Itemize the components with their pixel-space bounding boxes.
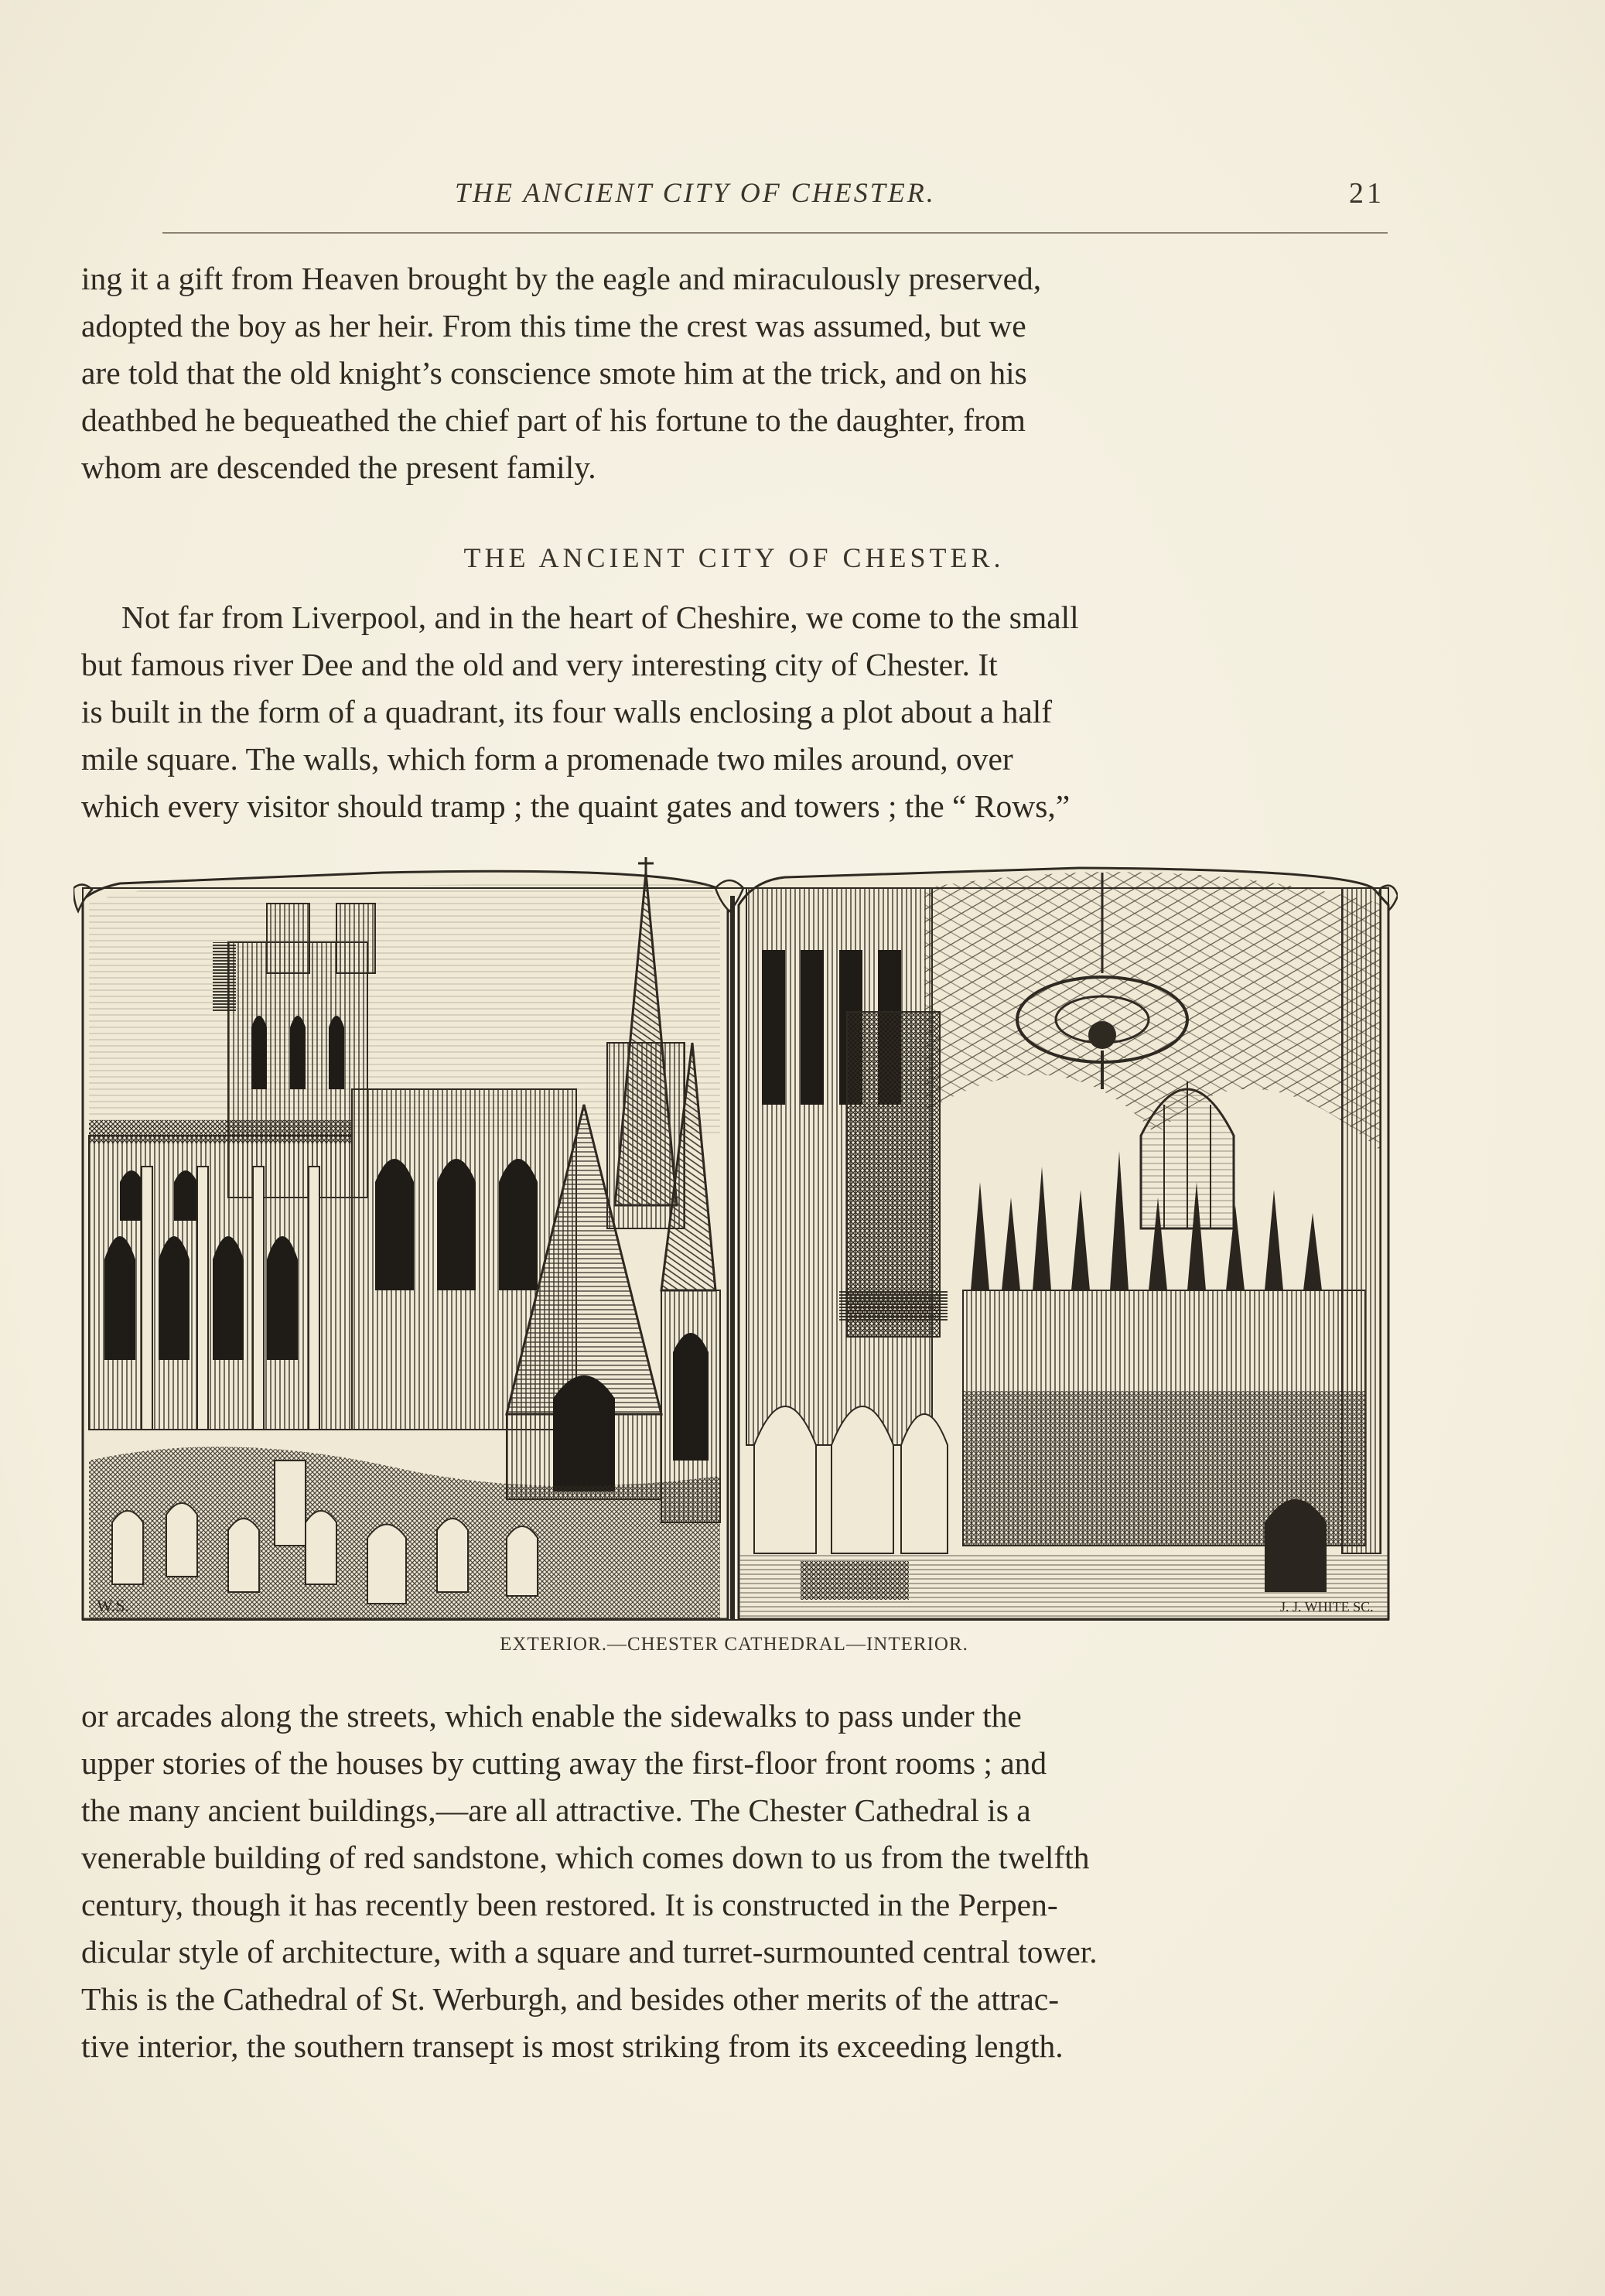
engraving-svg bbox=[73, 857, 1398, 1625]
text-line: but famous river Dee and the old and very interesting city of Chester. It bbox=[81, 647, 998, 682]
text-line: Not far from Liverpool, and in the heart of Cheshire, we come to the small bbox=[121, 600, 1079, 635]
text-line: upper stories of the houses by cutting away the first-floor front rooms ; and bbox=[81, 1745, 1047, 1781]
text-line: the many ancient buildings,—are all attractive. The Chester Cathedral is a bbox=[81, 1792, 1031, 1828]
text-line: are told that the old knight’s conscience smote him at the trick, and on his bbox=[81, 355, 1027, 391]
interior-panel bbox=[739, 868, 1388, 1619]
figure-caption: EXTERIOR.—CHESTER CATHEDRAL—INTERIOR. bbox=[500, 1634, 968, 1655]
text-line: ing it a gift from Heaven brought by the eagle and miraculously preserved, bbox=[81, 261, 1042, 296]
text-line: century, though it has recently been restored. It is constructed in the Perpen- bbox=[81, 1887, 1058, 1922]
text-line: This is the Cathedral of St. Werburgh, and besides other merits of the attrac- bbox=[81, 1981, 1060, 2017]
text-line: or arcades along the streets, which enable the sidewalks to pass under the bbox=[81, 1698, 1022, 1734]
text-line: venerable building of red sandstone, which comes down to us from the twelfth bbox=[81, 1840, 1090, 1875]
continuation-paragraph bbox=[81, 255, 1387, 491]
page-number: 21 bbox=[1349, 177, 1385, 210]
opening-paragraph bbox=[81, 594, 1387, 830]
after-figure-paragraph bbox=[81, 1693, 1387, 2070]
cathedral-illustration bbox=[73, 857, 1398, 1625]
text-line: tive interior, the southern transept is most striking from its exceeding length. bbox=[81, 2028, 1064, 2064]
text-line: mile square. The walls, which form a promenade two miles around, over bbox=[81, 741, 1013, 777]
text-line: deathbed he bequeathed the chief part of his fortune to the daughter, from bbox=[81, 402, 1026, 438]
text-line: is built in the form of a quadrant, its four walls enclosing a plot about a half bbox=[81, 694, 1053, 729]
text-line: which every visitor should tramp ; the quaint gates and towers ; the “ Rows,” bbox=[81, 788, 1071, 824]
running-head bbox=[84, 176, 1385, 223]
header-rule bbox=[162, 232, 1388, 234]
text-line: whom are descended the present family. bbox=[81, 449, 596, 485]
text-line: adopted the boy as her heir. From this time the crest was assumed, but we bbox=[81, 308, 1026, 343]
text-line: dicular style of architecture, with a square and turret-surmounted central tower. bbox=[81, 1934, 1098, 1970]
section-heading: THE ANCIENT CITY OF CHESTER. bbox=[463, 542, 1005, 573]
running-title: THE ANCIENT CITY OF CHESTER. bbox=[455, 177, 936, 208]
engraver-mark-left: W.S. bbox=[97, 1596, 129, 1615]
exterior-panel bbox=[83, 857, 728, 1619]
engraver-mark-right: J. J. WHITE SC. bbox=[1280, 1599, 1374, 1614]
